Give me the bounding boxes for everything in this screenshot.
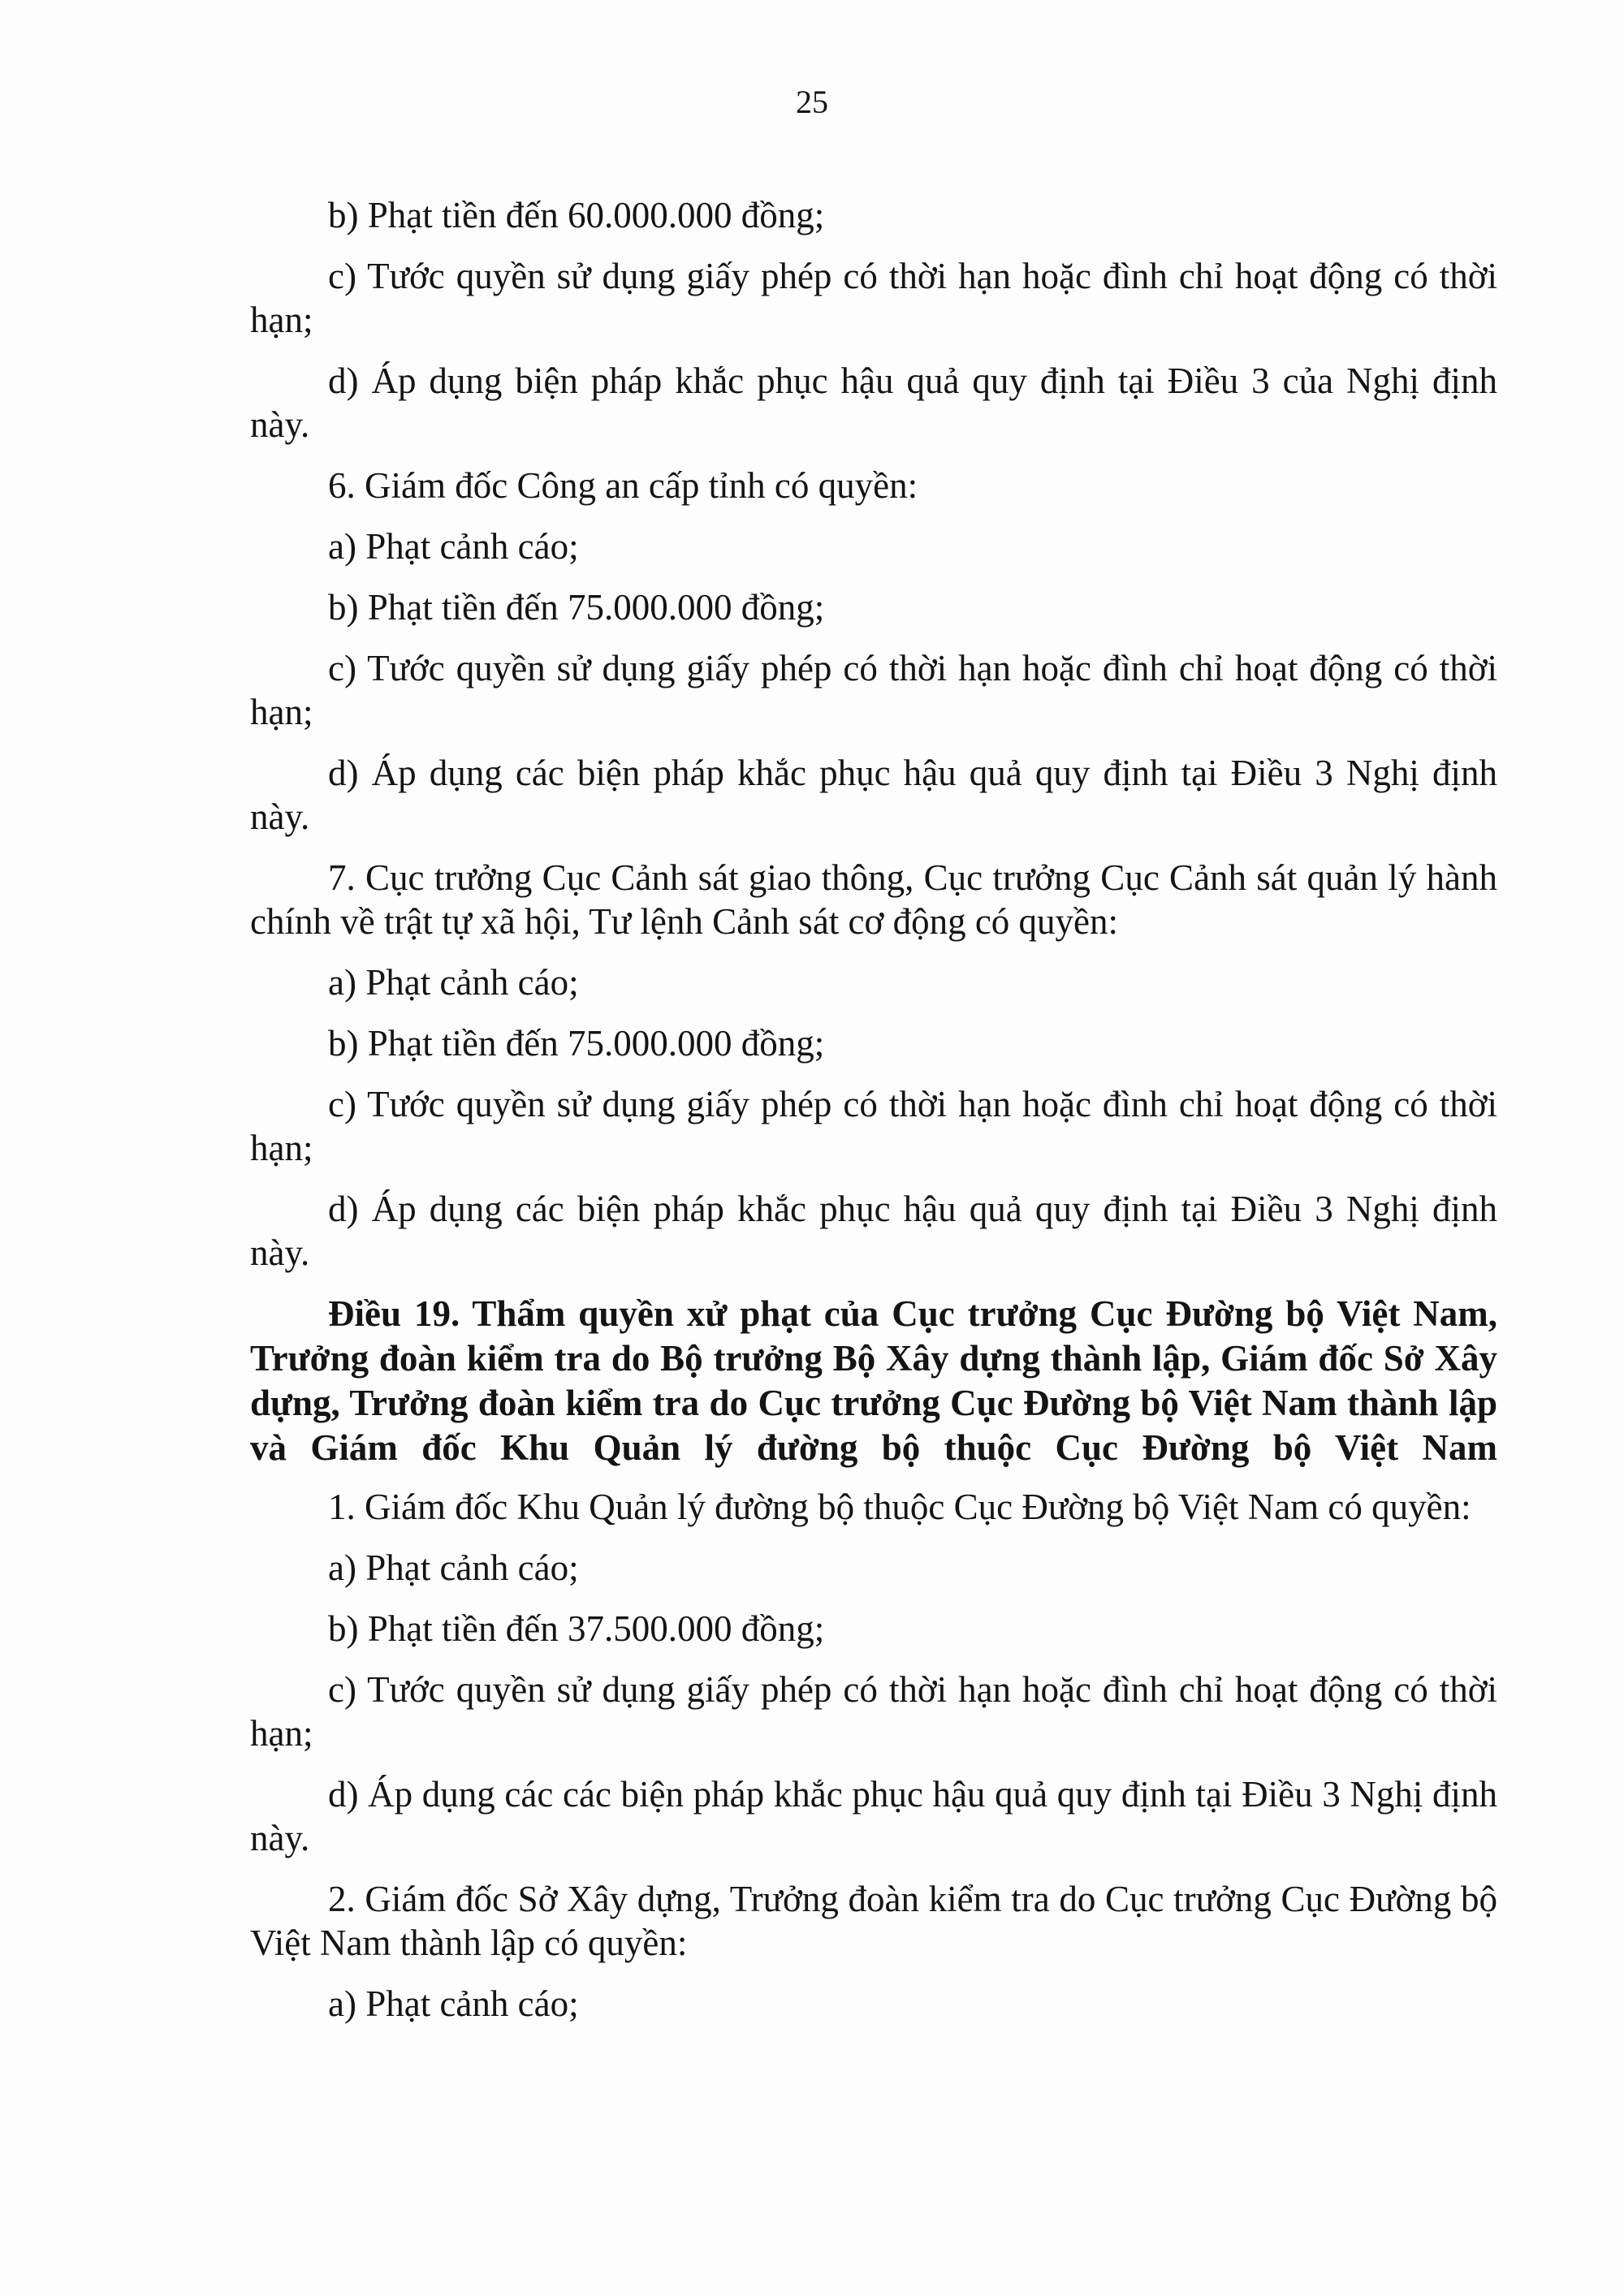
page-number: 25	[796, 84, 828, 120]
paragraph-6: 6. Giám đốc Công an cấp tỉnh có quyền:	[328, 465, 918, 506]
paragraph-7c: c) Tước quyền sử dụng giấy phép có thời hạn hoặc đình chỉ hoạt động có thời hạn;	[250, 1084, 1497, 1168]
paragraph-5d: d) Áp dụng biện pháp khắc phục hậu quả quy định tại Điều 3 của Nghị định này.	[250, 360, 1497, 445]
paragraph-5b: b) Phạt tiền đến 60.000.000 đồng;	[328, 195, 825, 235]
paragraph-7: 7. Cục trưởng Cục Cảnh sát giao thông, Cục trưởng Cục Cảnh sát quản lý hành chính về trật tự xã hội, Tư lệnh Cảnh sát cơ động có quyền:	[250, 857, 1497, 942]
paragraph-19-1: 1. Giám đốc Khu Quản lý đường bộ thuộc Cục Đường bộ Việt Nam có quyền:	[328, 1487, 1471, 1527]
paragraph-6c: c) Tước quyền sử dụng giấy phép có thời hạn hoặc đình chỉ hoạt động có thời hạn;	[250, 648, 1497, 732]
paragraph-7a: a) Phạt cảnh cáo;	[328, 962, 579, 1003]
paragraph-19-1a: a) Phạt cảnh cáo;	[328, 1547, 579, 1588]
paragraph-19-2: 2. Giám đốc Sở Xây dựng, Trưởng đoàn kiểm tra do Cục trưởng Cục Đường bộ Việt Nam thành lập có quyền:	[250, 1879, 1497, 1963]
paragraph-19-1d: d) Áp dụng các các biện pháp khắc phục hậu quả quy định tại Điều 3 Nghị định này.	[250, 1774, 1497, 1858]
article-19-heading: Điều 19. Thẩm quyền xử phạt của Cục trưởng Cục Đường bộ Việt Nam, Trưởng đoàn kiểm tra do Bộ trưởng Bộ Xây dựng thành lập, Giám đốc Sở Xây dựng, Trưởng đoàn kiểm tra do Cục trưởng Cục Đường bộ Việt Nam thành lập và Giám đốc Khu Quản lý đường bộ thuộc Cục Đường bộ Việt Nam	[250, 1293, 1497, 1468]
paragraph-7b: b) Phạt tiền đến 75.000.000 đồng;	[328, 1023, 825, 1064]
document-body	[250, 193, 1497, 2043]
paragraph-7d: d) Áp dụng các biện pháp khắc phục hậu quả quy định tại Điều 3 Nghị định này.	[250, 1189, 1497, 1273]
paragraph-6d: d) Áp dụng các biện pháp khắc phục hậu quả quy định tại Điều 3 Nghị định này.	[250, 753, 1497, 837]
paragraph-19-2a: a) Phạt cảnh cáo;	[328, 1983, 579, 2024]
paragraph-6b: b) Phạt tiền đến 75.000.000 đồng;	[328, 587, 825, 628]
paragraph-6a: a) Phạt cảnh cáo;	[328, 526, 579, 567]
paragraph-5c: c) Tước quyền sử dụng giấy phép có thời hạn hoặc đình chỉ hoạt động có thời hạn;	[250, 256, 1497, 340]
paragraph-19-1c: c) Tước quyền sử dụng giấy phép có thời hạn hoặc đình chỉ hoạt động có thời hạn;	[250, 1669, 1497, 1754]
paragraph-19-1b: b) Phạt tiền đến 37.500.000 đồng;	[328, 1608, 825, 1649]
